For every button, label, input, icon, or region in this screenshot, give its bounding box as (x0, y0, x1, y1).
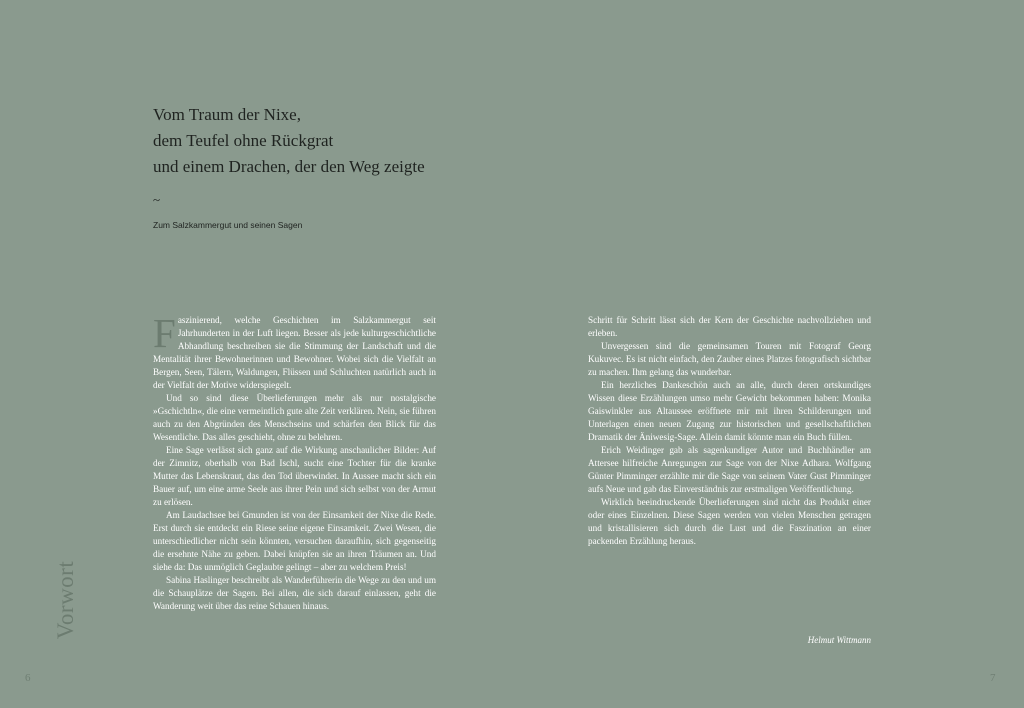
ornament-tilde: ~ (153, 192, 161, 207)
first-paragraph-text: aszinierend, welche Geschichten im Salzkammergut seit Jahrhunderten in der Luft liegen. Besser als jede kulturgeschichtliche Abhandlung beschreiben sie die Stimmung der Landschaft und die Mentalität ihrer Bewohnerinnen und Bewohner. Wobei sich die Vielfalt an Bergen, Seen, Tälern, Waldungen, Flüssen und Schluchten natürlich auch in der Vielfalt der Motive widerspiegelt. (153, 315, 436, 390)
title-line: und einem Drachen, der den Weg zeigte (153, 157, 425, 176)
body-paragraph: Unvergessen sind die gemeinsamen Touren mit Fotograf Georg Kukuvec. Es ist nicht einfach, den Zauber eines Platzes fotografisch sichtbar zu machen. Ihm gelang das wunderbar. (588, 341, 871, 377)
author-signature: Helmut Wittmann (807, 635, 871, 645)
title-line: Vom Traum der Nixe, (153, 105, 301, 124)
body-paragraph: Und so sind diese Überlieferungen mehr als nur nostalgische »Gschichtln«, die eine vermeintlich gute alte Zeit verklären. Nein, sie führen auch zu den Abgründen des Menschseins und schärfen den Blick für das Wesentliche. Das alles geschieht, ohne zu belehren. (153, 393, 436, 442)
drop-cap: F (153, 310, 176, 356)
section-label-text: Vorwort (53, 560, 78, 640)
chapter-subtitle: Zum Salzkammergut und seinen Sagen (153, 220, 303, 230)
page-number-left: 6 (25, 672, 31, 684)
body-paragraph: Schritt für Schritt lässt sich der Kern der Geschichte nachvollziehen und erleben. (588, 315, 871, 338)
body-paragraph: Wirklich beeindruckende Überlieferungen sind nicht das Produkt einer oder eines Einzelnen. Diese Sagen werden von vielen Menschen getragen und kristallisieren sich durch die Lust und die Faszination an einer packenden Erzählung heraus. (588, 497, 871, 546)
body-paragraph: Erich Weidinger gab als sagenkundiger Autor und Buchhändler am Attersee hilfreiche Anregungen zur Sage von der Nixe Adhara. Wolfgang Günter Pimminger erzählte mir die Sage von seinem Vater Gust Pimminger aufs Neue und gab das Einverständnis zur erstmaligen Veröffentlichung. (588, 445, 871, 494)
right-text-column (588, 314, 871, 548)
body-paragraph (153, 310, 436, 392)
title-line: dem Teufel ohne Rückgrat (153, 131, 334, 150)
body-paragraph: Eine Sage verlässt sich ganz auf die Wirkung anschaulicher Bilder: Auf der Zimnitz, oberhalb von Bad Ischl, sucht eine Tochter für die kranke Mutter das Lebenskraut, das den Tod überwindet. In Aussee macht sich ein Bauer auf, um eine arme Seele aus ihrer Pein und sich selbst von der Armut zu erlösen. (153, 445, 436, 507)
body-paragraph: Am Laudachsee bei Gmunden ist von der Einsamkeit der Nixe die Rede. Erst durch sie entdeckt ein Riese seine eigene Einsamkeit. Zwei Wesen, die unterschiedlicher nicht sein könnten, versuchen daraufhin, sich gegenseitig die ersehnte Nähe zu geben. Dabei knüpfen sie an ihren Träumen an. Und siehe da: Das unmöglich Geglaubte gelingt – aber zu welchem Preis! (153, 510, 436, 572)
left-text-column (153, 310, 436, 613)
chapter-title (153, 102, 425, 180)
body-paragraph: Sabina Haslinger beschreibt als Wanderführerin die Wege zu den und um die Schauplätze der Sagen. Bei allen, die sich darauf einlassen, geht die Wanderung weit über das reine Schauen hinaus. (153, 575, 436, 611)
body-paragraph: Ein herzliches Dankeschön auch an alle, durch deren ortskundiges Wissen diese Erzählungen umso mehr Gewicht bekommen haben: Monika Gaiswinkler aus Altaussee eröffnete mir mit ihren Schilderungen und Unterlagen einen neuen Zugang zur historischen und gesellschaftlichen Dramatik der Äniwesig-Sage. Allein damit könnte man ein Buch füllen. (588, 380, 871, 442)
section-label (46, 553, 86, 647)
page-number-right: 7 (990, 672, 996, 684)
